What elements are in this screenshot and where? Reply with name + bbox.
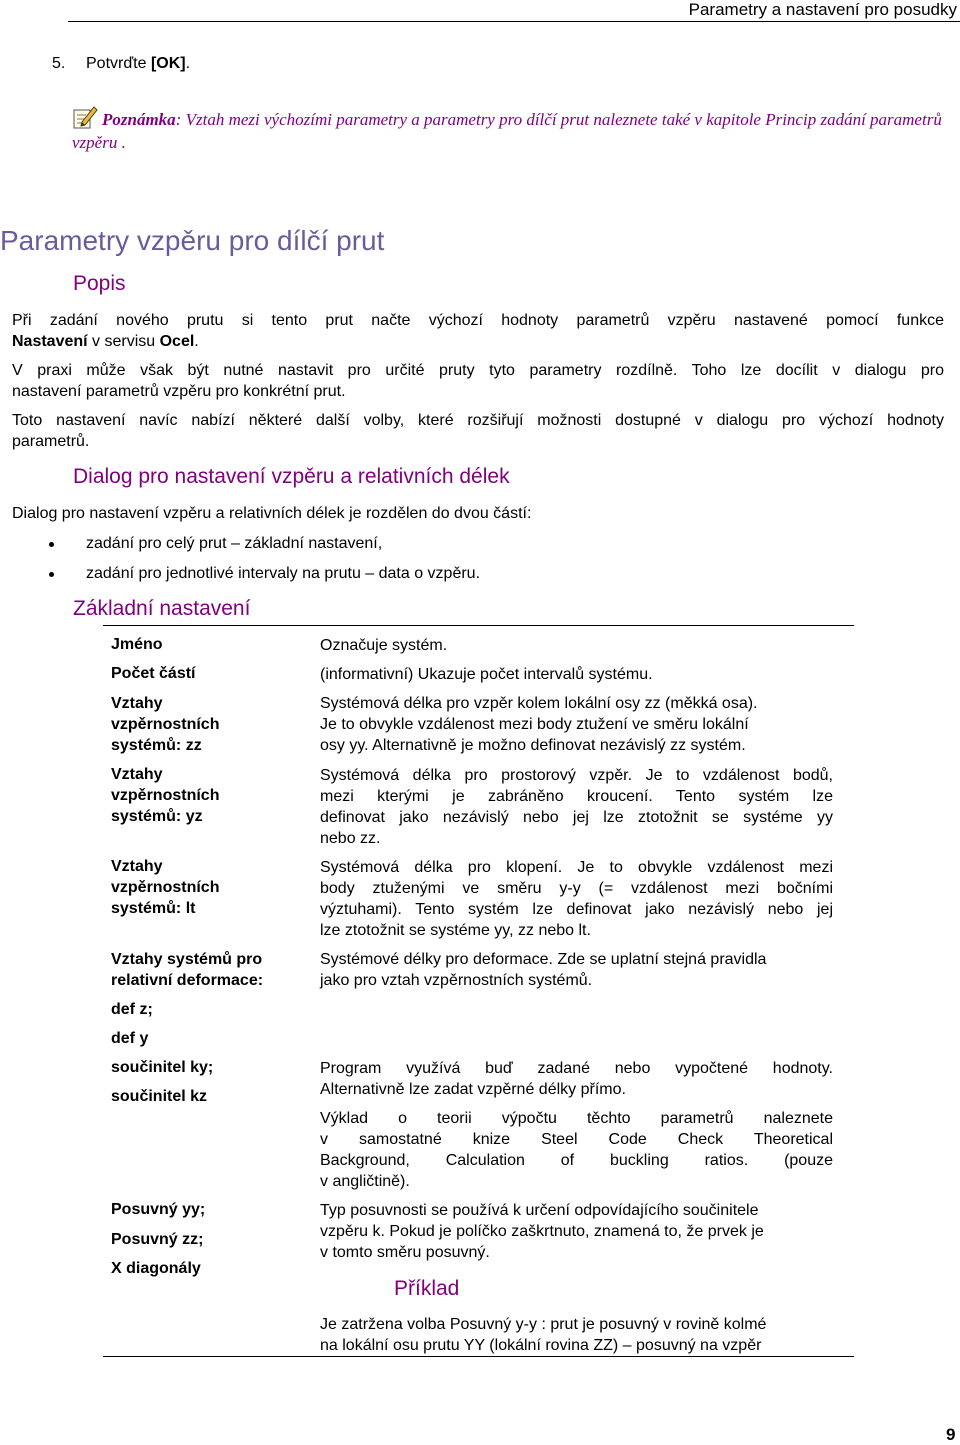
term-posuvny-zz: Posuvný zz; [111, 1231, 204, 1248]
term-soucinitel-kz: součinitel kz [111, 1088, 208, 1105]
note-text: : Vztah mezi výchozími parametry a parametry pro dílčí prut naleznete také v kapitole Princip zadání parametrů vzpěru . [72, 110, 942, 152]
zakladni-heading: Základní nastavení [73, 597, 251, 620]
term-vztahy-rel [111, 949, 263, 991]
dialog-intro-text: Dialog pro nastavení vzpěru a relativních délek je rozdělen do dvou částí: [12, 505, 532, 522]
priklad-heading: Příklad [394, 1277, 460, 1300]
def-vztahy-rel [320, 949, 833, 991]
def-line: Výklad o teorii výpočtu těchto parametrů naleznete [320, 1110, 833, 1127]
step-text-suffix: . [185, 55, 191, 72]
def-line: Background, Calculation of buckling ratios. (pouze [320, 1152, 833, 1169]
def-line: Alternativně lze zadat vzpěrné délky přímo. [320, 1081, 626, 1098]
p1-line-1: Při zadání nového prutu si tento prut načte výchozí hodnoty parametrů vzpěru nastavené pomocí funkce [12, 312, 944, 329]
term-line: Vztahy [111, 695, 163, 712]
term-line: systémů: lt [111, 900, 196, 917]
def-line: Systémové délky pro deformace. Zde se uplatní stejná pravidla [320, 951, 767, 968]
popis-paragraph-3 [12, 410, 944, 452]
def-line: Je zatržena volba Posuvný y-y : prut je posuvný v rovině kolmé [320, 1316, 767, 1333]
p1-end: . [194, 333, 199, 350]
term-line: vzpěrnostních [111, 716, 220, 733]
bullet-text: zadání pro jednotlivé intervaly na prutu – data o vzpěru. [86, 565, 481, 582]
def-line: Označuje systém. [320, 637, 448, 654]
section-title: Parametry vzpěru pro dílčí prut [0, 225, 385, 256]
table-top-rule [103, 625, 854, 626]
bullet-dot [49, 542, 54, 547]
def-line: na lokální osu prutu YY (lokální rovina ZZ) – posuvný na vzpěr [320, 1337, 762, 1354]
term-line: vzpěrnostních [111, 787, 220, 804]
def-vztahy-lt [320, 857, 833, 941]
p1-bold-nastaveni: Nastavení [12, 333, 88, 350]
term-jmeno: Jméno [111, 636, 163, 653]
step-text-prefix: Potvrďte [86, 55, 151, 72]
p3-line-2: parametrů. [12, 433, 90, 450]
step-item [52, 54, 190, 74]
term-def-y: def y [111, 1030, 149, 1047]
table-bottom-rule [103, 1356, 854, 1357]
def-jmeno [320, 635, 833, 656]
def-line-text: Je to obvykle vzdálenost mezi body ztužení ve směru lokální [320, 716, 749, 733]
p1-mid: v servisu [87, 333, 160, 350]
def-line: nebo zz. [320, 830, 381, 847]
term-line: Vztahy [111, 858, 163, 875]
def-line: výztuhami). Tento systém lze definovat jako nezávislý nebo jej [320, 901, 833, 918]
term-line: Vztahy [111, 766, 163, 783]
bullet-text: zadání pro celý prut – základní nastavení, [86, 535, 383, 552]
def-line: definovat jako nezávislý nebo jej lze ztotožnit se systéme yy [320, 809, 833, 826]
def-line: Systémová délka pro vzpěr kolem lokální osy zz (měkká osa). [320, 695, 758, 712]
term-posuvny-yy: Posuvný yy; [111, 1201, 206, 1218]
p1-bold-ocel: Ocel [159, 333, 195, 350]
p2-line-2: nastavení parametrů vzpěru pro konkrétní prut. [12, 383, 346, 400]
dialog-heading: Dialog pro nastavení vzpěru a relativních délek [73, 465, 510, 488]
page-number: 9 [946, 1425, 956, 1444]
term-soucinitel-ky: součinitel ky; [111, 1059, 214, 1076]
def-line: osy yy. Alternativně je možno definovat nezávislý zz systém. [320, 737, 746, 754]
def-line: body ztuženými ve směru y-y (= vzdálenost mezi bočními [320, 880, 833, 897]
def-line: Program využívá buď zadané nebo vypočtené hodnoty. [320, 1060, 833, 1077]
def-line [320, 714, 833, 735]
header-rule [68, 21, 960, 22]
def-line: Systémová délka pro prostorový vzpěr. Je to vzdálenost bodů, [320, 767, 833, 784]
def-soucinitele [320, 1058, 833, 1100]
bullet-dot [49, 572, 54, 577]
term-vztahy-zz [111, 693, 219, 756]
running-header-title: Parametry a nastavení pro posudky [688, 0, 957, 19]
note-paragraph [72, 108, 960, 154]
def-line: Typ posuvnosti se používá k určení odpovídajícího součinitele [320, 1202, 759, 1219]
step-ok: [OK] [150, 55, 186, 72]
p3-line-1: Toto nastavení navíc nabízí některé další volby, které rozšiřují možnosti dostupné v dialogu pro výchozí hodnoty [12, 412, 944, 429]
term-pocet-casti: Počet částí [111, 665, 196, 682]
def-line: v angličtině). [320, 1173, 410, 1190]
def-vztahy-yz [320, 765, 833, 849]
def-posuvny [320, 1200, 833, 1263]
term-line: vzpěrnostních [111, 879, 220, 896]
def-line: vzpěru k. Pokud je políčko zaškrtnuto, znamená to, že prvek je [320, 1223, 764, 1240]
popis-paragraph-1 [12, 310, 944, 352]
term-x-diagonaly: X diagonály [111, 1260, 201, 1277]
def-line: jako pro vztah vzpěrnostních systémů. [320, 972, 593, 989]
popis-paragraph-2 [12, 360, 944, 402]
term-vztahy-lt [111, 856, 219, 919]
term-line: systémů: zz [111, 737, 202, 754]
def-priklad [320, 1314, 833, 1356]
term-line: Vztahy systémů pro [111, 951, 263, 968]
popis-heading: Popis [73, 272, 126, 295]
step-number: 5. [52, 55, 66, 72]
def-line: v tomto směru posuvný. [320, 1244, 490, 1261]
dialog-intro [12, 503, 944, 524]
term-line: relativní deformace: [111, 972, 264, 989]
def-line: lze ztotožnit se systéme yy, zz nebo lt. [320, 922, 591, 939]
term-line: systémů: yz [111, 808, 203, 825]
def-vztahy-zz [320, 693, 833, 756]
p2-line-1: V praxi může však být nutné nastavit pro určité pruty tyto parametry rozdílně. Toho lze docílit v dialogu pro [12, 362, 944, 379]
note-label: Poznámka [102, 110, 176, 129]
def-line: Systémová délka pro klopení. Je to obvykle vzdálenost mezi [320, 859, 833, 876]
def-pocet-casti [320, 664, 833, 685]
def-line: (informativní) Ukazuje počet intervalů systému. [320, 666, 653, 683]
def-line: mezi kterými je zabráněno kroucení. Tento systém lze [320, 788, 833, 805]
def-line: v samostatné knize Steel Code Check Theoretical [320, 1131, 833, 1148]
term-vztahy-yz [111, 764, 219, 827]
term-def-z: def z; [111, 1001, 153, 1018]
def-teorie [320, 1108, 833, 1192]
